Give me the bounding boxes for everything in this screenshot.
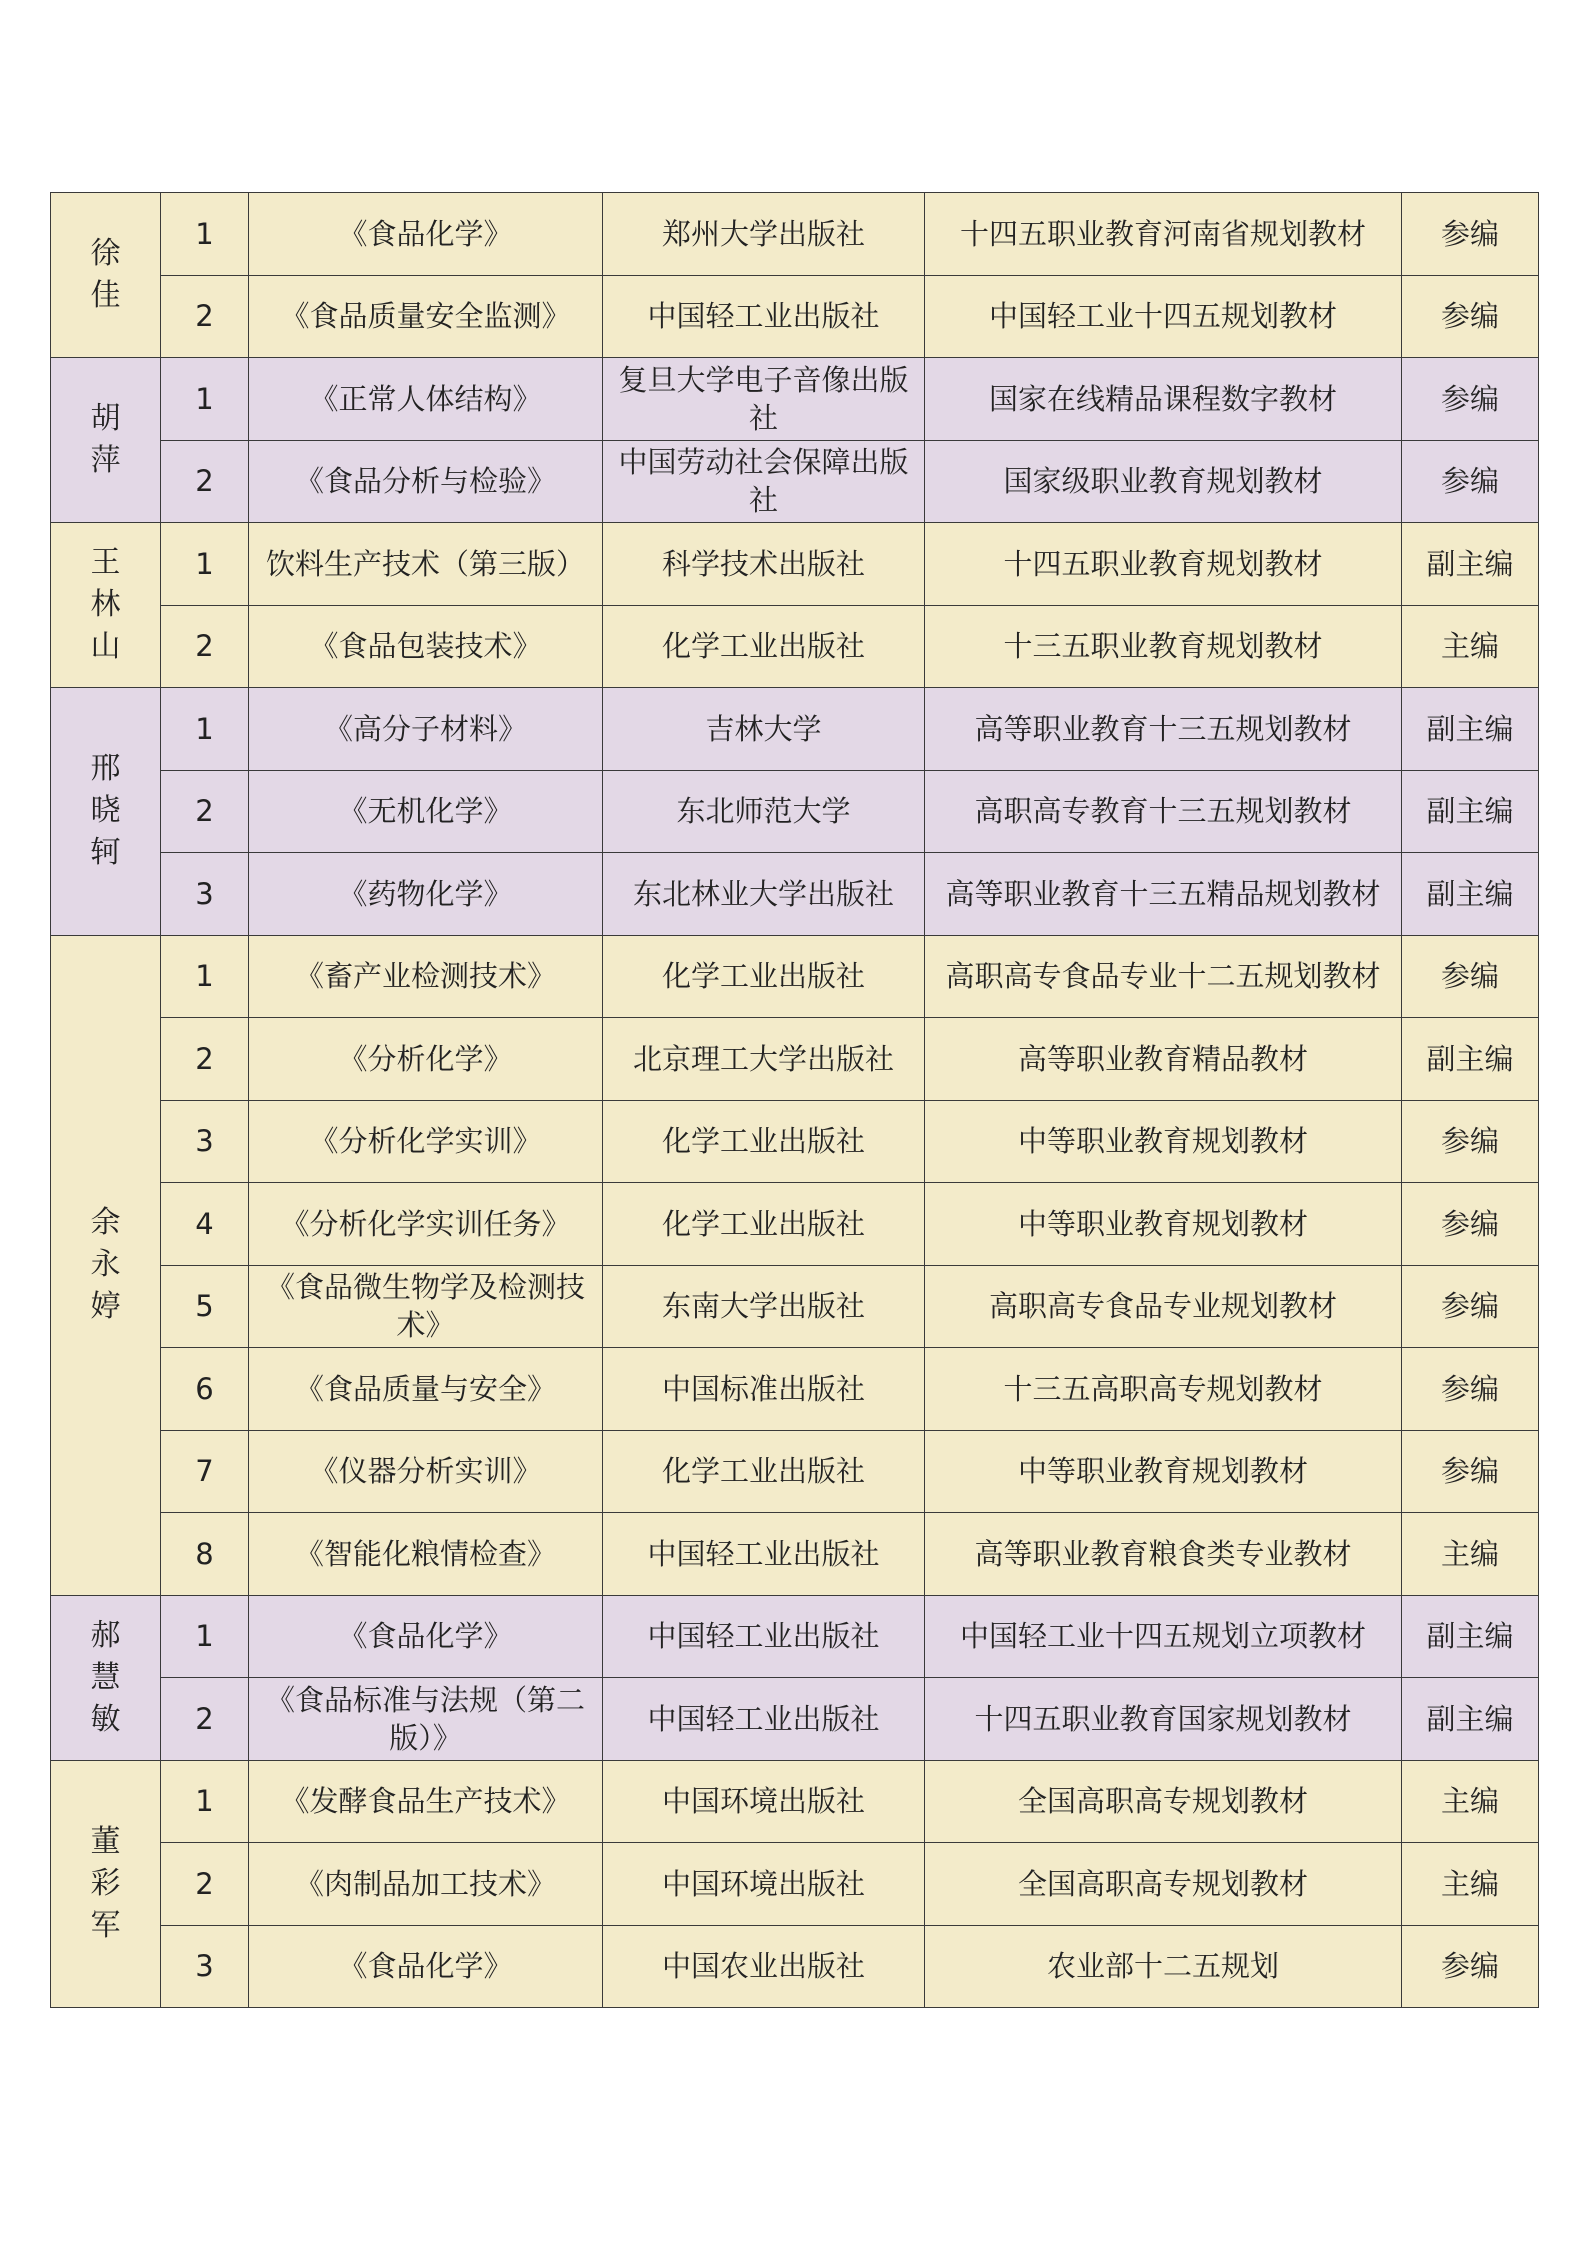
table-row [51, 358, 1539, 441]
author-name: 董彩军 [90, 1823, 121, 1943]
editor-role-cell: 参编 [1402, 1430, 1539, 1513]
editor-role-cell: 参编 [1402, 1925, 1539, 2008]
book-number-cell: 1 [161, 193, 249, 276]
book-number-cell: 3 [161, 1925, 249, 2008]
table-row [51, 1100, 1539, 1183]
editor-role-cell: 副主编 [1402, 1595, 1539, 1678]
table-row [51, 853, 1539, 936]
textbook-category-cell: 农业部十二五规划 [925, 1925, 1402, 2008]
textbook-category-cell: 全国高职高专规划教材 [925, 1760, 1402, 1843]
textbook-table [50, 192, 1539, 2008]
publisher-cell: 化学工业出版社 [603, 935, 925, 1018]
book-title-cell: 《无机化学》 [249, 770, 603, 853]
editor-role-cell: 主编 [1402, 605, 1539, 688]
table-row [51, 1513, 1539, 1596]
book-number-cell: 1 [161, 688, 249, 771]
author-cell [51, 358, 161, 523]
editor-role-cell: 副主编 [1402, 1018, 1539, 1101]
book-title-cell: 《分析化学》 [249, 1018, 603, 1101]
book-title-cell: 《食品质量与安全》 [249, 1348, 603, 1431]
editor-role-cell: 参编 [1402, 1265, 1539, 1348]
book-number-cell: 2 [161, 1018, 249, 1101]
book-title-cell: 《食品微生物学及检测技术》 [249, 1265, 603, 1348]
table-row [51, 1595, 1539, 1678]
editor-role-cell: 副主编 [1402, 523, 1539, 606]
author-cell [51, 523, 161, 688]
table-row [51, 935, 1539, 1018]
book-number-cell: 7 [161, 1430, 249, 1513]
table-row [51, 1925, 1539, 2008]
book-number-cell: 2 [161, 275, 249, 358]
book-number-cell: 6 [161, 1348, 249, 1431]
textbook-category-cell: 高职高专教育十三五规划教材 [925, 770, 1402, 853]
publisher-cell: 中国轻工业出版社 [603, 1595, 925, 1678]
editor-role-cell: 参编 [1402, 193, 1539, 276]
editor-role-cell: 参编 [1402, 440, 1539, 523]
textbook-category-cell: 十四五职业教育规划教材 [925, 523, 1402, 606]
publisher-cell: 中国劳动社会保障出版社 [603, 440, 925, 523]
textbook-category-cell: 高等职业教育粮食类专业教材 [925, 1513, 1402, 1596]
publisher-cell: 中国环境出版社 [603, 1760, 925, 1843]
book-title-cell: 《高分子材料》 [249, 688, 603, 771]
author-name: 郝慧敏 [90, 1617, 121, 1737]
book-number-cell: 2 [161, 440, 249, 523]
textbook-category-cell: 中等职业教育规划教材 [925, 1100, 1402, 1183]
table-row [51, 605, 1539, 688]
textbook-category-cell: 全国高职高专规划教材 [925, 1843, 1402, 1926]
book-number-cell: 3 [161, 853, 249, 936]
book-title-cell: 《药物化学》 [249, 853, 603, 936]
book-title-cell: 《畜产业检测技术》 [249, 935, 603, 1018]
textbook-category-cell: 高职高专食品专业规划教材 [925, 1265, 1402, 1348]
table-row [51, 770, 1539, 853]
editor-role-cell: 参编 [1402, 275, 1539, 358]
book-title-cell: 《食品化学》 [249, 1595, 603, 1678]
table-row [51, 440, 1539, 523]
book-number-cell: 2 [161, 605, 249, 688]
textbook-category-cell: 国家在线精品课程数字教材 [925, 358, 1402, 441]
author-name: 邢晓轲 [90, 751, 121, 871]
textbook-category-cell: 高职高专食品专业十二五规划教材 [925, 935, 1402, 1018]
table-row [51, 275, 1539, 358]
editor-role-cell: 副主编 [1402, 853, 1539, 936]
book-number-cell: 2 [161, 1678, 249, 1761]
textbook-category-cell: 中等职业教育规划教材 [925, 1430, 1402, 1513]
publisher-cell: 化学工业出版社 [603, 1430, 925, 1513]
book-number-cell: 3 [161, 1100, 249, 1183]
publisher-cell: 化学工业出版社 [603, 1183, 925, 1266]
textbook-category-cell: 高等职业教育十三五精品规划教材 [925, 853, 1402, 936]
editor-role-cell: 参编 [1402, 358, 1539, 441]
book-title-cell: 《分析化学实训任务》 [249, 1183, 603, 1266]
publisher-cell: 东南大学出版社 [603, 1265, 925, 1348]
book-title-cell: 《分析化学实训》 [249, 1100, 603, 1183]
book-title-cell: 《食品质量安全监测》 [249, 275, 603, 358]
book-title-cell: 《食品化学》 [249, 193, 603, 276]
editor-role-cell: 主编 [1402, 1513, 1539, 1596]
publisher-cell: 中国轻工业出版社 [603, 1513, 925, 1596]
author-cell [51, 688, 161, 936]
editor-role-cell: 副主编 [1402, 688, 1539, 771]
book-title-cell: 《仪器分析实训》 [249, 1430, 603, 1513]
publisher-cell: 科学技术出版社 [603, 523, 925, 606]
editor-role-cell: 参编 [1402, 1100, 1539, 1183]
book-number-cell: 2 [161, 1843, 249, 1926]
book-number-cell: 1 [161, 358, 249, 441]
publisher-cell: 中国环境出版社 [603, 1843, 925, 1926]
textbook-category-cell: 十四五职业教育河南省规划教材 [925, 193, 1402, 276]
editor-role-cell: 参编 [1402, 1183, 1539, 1266]
book-number-cell: 8 [161, 1513, 249, 1596]
editor-role-cell: 参编 [1402, 935, 1539, 1018]
publisher-cell: 中国轻工业出版社 [603, 275, 925, 358]
publisher-cell: 化学工业出版社 [603, 1100, 925, 1183]
book-number-cell: 1 [161, 1760, 249, 1843]
table-body [51, 193, 1539, 2008]
textbook-category-cell: 十三五职业教育规划教材 [925, 605, 1402, 688]
author-name: 胡萍 [90, 401, 121, 478]
book-number-cell: 2 [161, 770, 249, 853]
author-name: 徐佳 [90, 236, 121, 313]
table-row [51, 1348, 1539, 1431]
author-cell [51, 1595, 161, 1760]
book-title-cell: 《正常人体结构》 [249, 358, 603, 441]
table-row [51, 1265, 1539, 1348]
book-number-cell: 4 [161, 1183, 249, 1266]
textbook-category-cell: 中国轻工业十四五规划立项教材 [925, 1595, 1402, 1678]
publisher-cell: 化学工业出版社 [603, 605, 925, 688]
editor-role-cell: 参编 [1402, 1348, 1539, 1431]
publisher-cell: 东北师范大学 [603, 770, 925, 853]
textbook-category-cell: 国家级职业教育规划教材 [925, 440, 1402, 523]
publisher-cell: 中国标准出版社 [603, 1348, 925, 1431]
textbook-category-cell: 中等职业教育规划教材 [925, 1183, 1402, 1266]
book-title-cell: 《食品标准与法规（第二版）》 [249, 1678, 603, 1761]
table-row [51, 523, 1539, 606]
book-title-cell: 《发酵食品生产技术》 [249, 1760, 603, 1843]
publisher-cell: 中国轻工业出版社 [603, 1678, 925, 1761]
book-title-cell: 《肉制品加工技术》 [249, 1843, 603, 1926]
table-row [51, 1183, 1539, 1266]
publisher-cell: 中国农业出版社 [603, 1925, 925, 2008]
author-name: 余永婷 [90, 1205, 121, 1324]
table-row [51, 1430, 1539, 1513]
author-cell [51, 193, 161, 358]
book-number-cell: 5 [161, 1265, 249, 1348]
publisher-cell: 郑州大学出版社 [603, 193, 925, 276]
table-row [51, 1678, 1539, 1761]
editor-role-cell: 副主编 [1402, 770, 1539, 853]
textbook-category-cell: 十三五高职高专规划教材 [925, 1348, 1402, 1431]
publisher-cell: 北京理工大学出版社 [603, 1018, 925, 1101]
book-title-cell: 《智能化粮情检查》 [249, 1513, 603, 1596]
editor-role-cell: 主编 [1402, 1843, 1539, 1926]
editor-role-cell: 副主编 [1402, 1678, 1539, 1761]
author-cell [51, 935, 161, 1595]
table-row [51, 1843, 1539, 1926]
book-title-cell: 《食品化学》 [249, 1925, 603, 2008]
table-row [51, 688, 1539, 771]
textbook-category-cell: 高等职业教育十三五规划教材 [925, 688, 1402, 771]
table-row [51, 1018, 1539, 1101]
publisher-cell: 东北林业大学出版社 [603, 853, 925, 936]
table-row [51, 193, 1539, 276]
author-name: 王林山 [90, 545, 121, 664]
book-number-cell: 1 [161, 935, 249, 1018]
textbook-category-cell: 中国轻工业十四五规划教材 [925, 275, 1402, 358]
book-title-cell: 饮料生产技术（第三版） [249, 523, 603, 606]
editor-role-cell: 主编 [1402, 1760, 1539, 1843]
book-number-cell: 1 [161, 523, 249, 606]
publisher-cell: 复旦大学电子音像出版社 [603, 358, 925, 441]
publisher-cell: 吉林大学 [603, 688, 925, 771]
author-cell [51, 1760, 161, 2008]
book-number-cell: 1 [161, 1595, 249, 1678]
book-title-cell: 《食品包装技术》 [249, 605, 603, 688]
book-title-cell: 《食品分析与检验》 [249, 440, 603, 523]
textbook-category-cell: 高等职业教育精品教材 [925, 1018, 1402, 1101]
table-row [51, 1760, 1539, 1843]
textbook-category-cell: 十四五职业教育国家规划教材 [925, 1678, 1402, 1761]
